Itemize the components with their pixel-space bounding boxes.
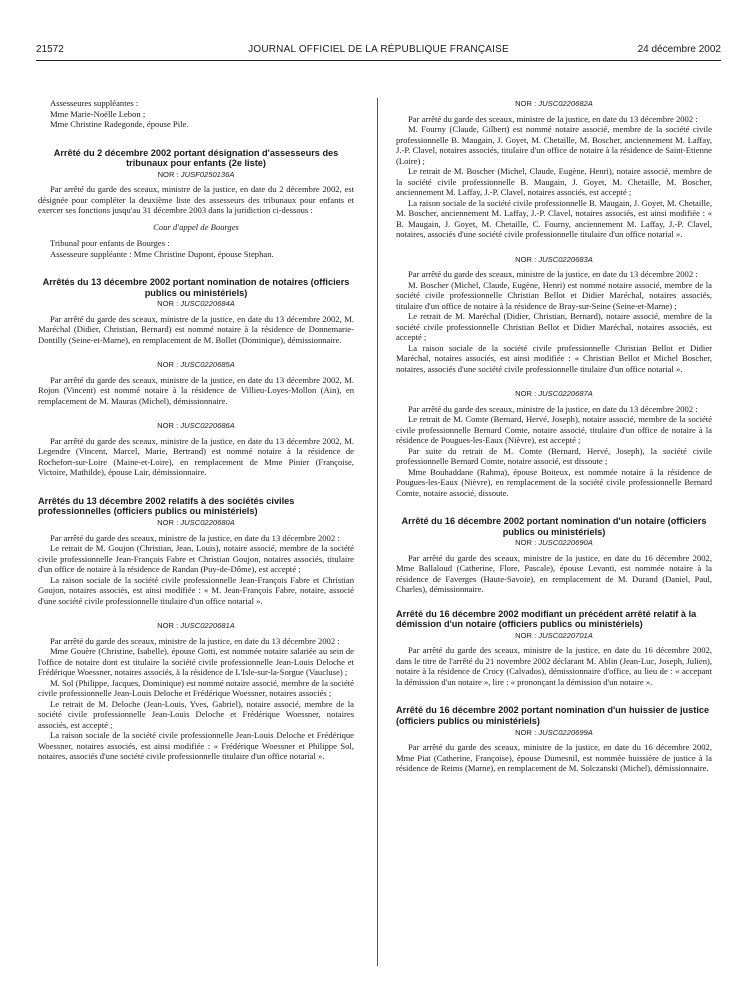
paragraph: M. Fourny (Claude, Gilbert) est nommé notaire associé, membre de la société civile professionnelle B. Maugain, J. Goyet, M. Chetaille, M. Boscher, anciennement M. Laffay, J.-P. Clavel, notaires associés, titulaire d'un office de notaire à la résidence de Saint-Etienne (Loire) ; (396, 124, 712, 166)
page-header (36, 44, 721, 58)
nor-reference (38, 621, 354, 632)
nor-label: NOR : (157, 621, 179, 631)
nor-code: JUSC0220687A (538, 389, 593, 398)
nor-code: JUSC0220690A (538, 538, 593, 548)
paragraph: La raison sociale de la société civile professionnelle Christian Bellot et Didier Maréchal, notaires associés, est ainsi modifiée : « Christian Bellot et Michel Boscher, notaires, associés d'une société civile professionnelle titulaire d'un office notarial ». (396, 342, 712, 374)
nor-code: JUSC0220699A (538, 727, 593, 737)
right-column (396, 98, 712, 774)
section-title: Arrêtés du 13 décembre 2002 relatifs à des sociétés civiles professionnelles (officiers publics ou ministériels) (38, 495, 295, 517)
paragraph: Le retrait de M. Maréchal (Didier, Christian, Bernard), notaire associé, membre de la société civile professionnelle Christian Bellot et Didier Maréchal, notaires associés, est accepté ; (396, 311, 712, 342)
paragraph: Par arrêté du garde des sceaux, ministre de la justice, en date du 13 décembre 2002, M. Maréchal (Didier, Christian, Bernard) est nommé notaire à la résidence de Donnemarie-Dontilly (Seine-et-Marne), en remplacement de M. Bollet (Dominique), démissionnaire. (38, 313, 354, 345)
paragraph: Par arrêté du garde des sceaux, ministre de la justice, en date du 13 décembre 2002 : (408, 113, 698, 124)
paragraph: Tribunal pour enfants de Bourges : (50, 238, 170, 249)
nor-code: JUSF0250136A (180, 169, 235, 179)
paragraph: Le retrait de M. Comte (Bernard, Hervé, Joseph), notaire associé, membre de la société civile professionnelle Bernard Comte, notaire associé, titulaire d'un office de notaire à la résidence de Pougues-les-Eaux (Nièvre), est accepté ; (396, 414, 712, 445)
intro-line: Mme Marie-Noëlle Lebon ; (50, 108, 146, 119)
nor-label: NOR : (157, 360, 179, 370)
paragraph: Par arrêté du garde des sceaux, ministre de la justice, en date du 13 décembre 2002, M. Rojon (Vincent) est nommé notaire à la résidence de Villieu-Loyes-Mollon (Ain), en remplacement de M. Mauras (Michel), démissionnaire. (38, 374, 354, 406)
paragraph: Par arrêté du garde des sceaux, ministre de la justice, en date du 2 décembre 2002, est désignée pour compléter la deuxième liste des assesseurs des tribunaux pour enfants et exercer ses fonctions jusqu'au 31 décembre 2003 dans la juridiction ci-dessous : (38, 184, 354, 216)
nor-code: JUSC0220682A (538, 99, 593, 108)
nor-label: NOR : (157, 518, 179, 528)
nor-label: NOR : (157, 169, 179, 179)
nor-label: NOR : (515, 389, 537, 398)
nor-code: JUSC0220680A (180, 518, 235, 528)
intro-line: Mme Christine Radegonde, épouse Pile. (50, 119, 189, 129)
paragraph: Par arrêté du garde des sceaux, ministre de la justice, en date du 16 décembre 2002, Mme Piat (Catherine, Françoise), épouse Dumesnil, est nommée huissière de justice à la résidence de Reims (Marne), en remplacement de M. Solczanski (Michel), démissionnaire. (396, 742, 712, 774)
nor-reference (396, 255, 712, 266)
paragraph: La raison sociale de la société civile professionnelle Jean-Louis Deloche et Frédérique Woessner, notaires associés, est ainsi modifiée : « Frédérique Woessner et Philippe Sol, notaires, associés d'une société civile professionnelle titulaire d'un office notarial ». (38, 730, 354, 762)
nor-code: JUSC0220683A (538, 254, 593, 264)
nor-reference (396, 728, 712, 739)
paragraph: Le retrait de M. Boscher (Michel, Claude, Eugène, Henri), notaire associé, membre de la société civile professionnelle B. Maugain, J. Goyet, M. Chetaille, M. Boscher, anciennement M. Laffay, J.-P. Clavel, notaires associés, est accepté ; (396, 166, 712, 197)
court-heading: Cour d'appel de Bourges (153, 221, 239, 232)
paragraph: Par arrêté du garde des sceaux, ministre de la justice, en date du 13 décembre 2002 : (408, 403, 698, 414)
section-title: Arrêté du 16 décembre 2002 modifiant un précédent arrêté relatif à la démission d'un notaire (officiers publics ou ministériels) (396, 608, 697, 630)
nor-reference (396, 631, 712, 642)
paragraph: La raison sociale de la société civile professionnelle B. Maugain, J. Goyet, M. Chetaille, M. Boscher, anciennement M. Laffay, J.-P. Clavel, notaires associés, est ainsi modifiée : « B. Maugain, J. Goyet, M. Chetaille, C. Fourny, anciennement M. Laffay, J.-P. Clavel, notaires, associés d'une société civile professionnelle titulaire d'un office notarial ». (396, 197, 712, 239)
nor-label: NOR : (515, 538, 537, 548)
nor-code: JUSC0220681A (180, 621, 235, 631)
nor-reference (396, 99, 712, 110)
nor-label: NOR : (157, 299, 179, 309)
issue-date: 24 décembre 2002 (637, 44, 721, 55)
nor-reference (38, 518, 354, 529)
left-column (38, 98, 354, 762)
nor-reference (38, 170, 354, 181)
column-divider (377, 98, 378, 966)
paragraph: Par arrêté du garde des sceaux, ministre de la justice, en date du 13 décembre 2002 : (50, 635, 340, 646)
nor-reference (38, 299, 354, 310)
nor-code: JUSC0220701A (538, 630, 593, 640)
paragraph: Par arrêté du garde des sceaux, ministre de la justice, en date du 16 décembre 2002, Mme Ballaloud (Catherine, Flore, Pascale), épouse Levanti, est nommée notaire à la résidence de Faverges (Haute-Savoie), en remplacement de M. Durand (Daniel, Paul, Charles), démissionnaire. (396, 552, 712, 595)
nor-label: NOR : (515, 727, 537, 737)
nor-label: NOR : (515, 630, 537, 640)
journal-title: JOURNAL OFFICIEL DE LA RÉPUBLIQUE FRANÇAISE (248, 44, 509, 55)
nor-reference (396, 389, 712, 400)
section-title: Arrêté du 16 décembre 2002 portant nomination d'un huissier de justice (officiers publics ou ministériels) (396, 705, 710, 726)
section-title: Arrêté du 2 décembre 2002 portant désignation d'assesseurs des tribunaux pour enfants (2e liste) (53, 147, 339, 169)
nor-label: NOR : (515, 99, 537, 108)
nor-reference (396, 538, 712, 549)
paragraph: Mme Gouère (Christine, Isabelle), épouse Gotti, est nommée notaire salariée au sein de l'office de notaire dont est titulaire la société civile professionnelle Jean-Louis Deloche et Frédérique Woessner, notaires associés, à la résidence de L'Isle-sur-la-Sorgue (Vaucluse) ; (38, 646, 354, 678)
nor-label: NOR : (515, 254, 537, 264)
section-title: Arrêtés du 13 décembre 2002 portant nomination de notaires (officiers publics ou ministériels) (42, 277, 350, 298)
paragraph: Le retrait de M. Goujon (Christian, Jean, Louis), notaire associé, membre de la société civile professionnelle Jean-François Fabre et Christian Goujon, notaires associés, titulaire d'un office de notaire à la résidence de Randan (Puy-de-Dôme), est accepté ; (38, 543, 354, 575)
paragraph: Mme Bouhaddane (Rahma), épouse Boiteux, est nommée notaire à la résidence de Pougues-les-Eaux (Nièvre), en remplacement de la société civile professionnelle Bernard Comte, notaire associé, dissoute. (396, 466, 712, 498)
nor-code: JUSC0220685A (180, 360, 235, 370)
paragraph: M. Boscher (Michel, Claude, Eugène, Henri) est nommé notaire associé, membre de la société civile professionnelle Christian Bellot et Didier Maréchal, notaires associés, titulaire d'un office de notaire à la résidence de Bray-sur-Seine (Seine-et-Marne) ; (396, 279, 712, 311)
paragraph: Par arrêté du garde des sceaux, ministre de la justice, en date du 13 décembre 2002, M. Legendre (Vincent, Marcel, Marie, Bertrand) est nommé notaire à la résidence de Rochefort-sur-Loire (Maine-et-Loire), en remplacement de Mme Pinier (Françoise, Victoire, Mathilde), épouse Lair, démissionnaire. (38, 435, 354, 478)
nor-code: JUSC0220686A (180, 421, 235, 431)
nor-reference (38, 421, 354, 432)
paragraph: Par arrêté du garde des sceaux, ministre de la justice, en date du 13 décembre 2002 : (408, 269, 698, 279)
section-title: Arrêté du 16 décembre 2002 portant nomination d'un notaire (officiers publics ou ministériels) (401, 516, 707, 537)
paragraph: Par arrêté du garde des sceaux, ministre de la justice, en date du 13 décembre 2002 : (50, 532, 340, 543)
nor-code: JUSC0220684A (180, 299, 235, 309)
paragraph: Par arrêté du garde des sceaux, ministre de la justice, en date du 16 décembre 2002, dans le titre de l'arrêté du 21 novembre 2002 déclarant M. Ablin (Jean-Luc, Joseph, Julien), notaire à la résidence de Crocy (Calvados), démissionnaire d'office, au lieu de : « accepant la démission d'un notaire », lire : « prononçant la démission d'un notaire ». (396, 645, 712, 687)
paragraph: M. Sol (Philippe, Jacques, Dominique) est nommé notaire associé, membre de la société civile professionnelle Jean-Louis Deloche et Frédérique Woessner, notaires associés ; (38, 677, 354, 699)
paragraph: Le retrait de M. Deloche (Jean-Louis, Yves, Gabriel), notaire associé, membre de la société civile professionnelle Jean-Louis Deloche et Frédérique Woessner, notaires associés, est accepté ; (38, 698, 354, 730)
paragraph: Par suite du retrait de M. Comte (Bernard, Hervé, Joseph), la société civile professionnelle Bernard Comte, notaire associé, est dissoute ; (396, 445, 712, 466)
header-rule (36, 60, 721, 61)
nor-reference (38, 360, 354, 371)
paragraph: Assesseure suppléante : Mme Christine Dupont, épouse Stephan. (50, 248, 274, 259)
paragraph: La raison sociale de la société civile professionnelle Jean-François Fabre et Christian Goujon, notaires associés, est ainsi modifiée : « M. Jean-François Fabre, notaire, associé d'une société civile professionnelle titulaire d'un office notarial ». (38, 574, 354, 606)
page-number: 21572 (36, 44, 64, 55)
intro-line: Assesseures suppléantes : (50, 98, 139, 108)
nor-label: NOR : (157, 421, 179, 431)
